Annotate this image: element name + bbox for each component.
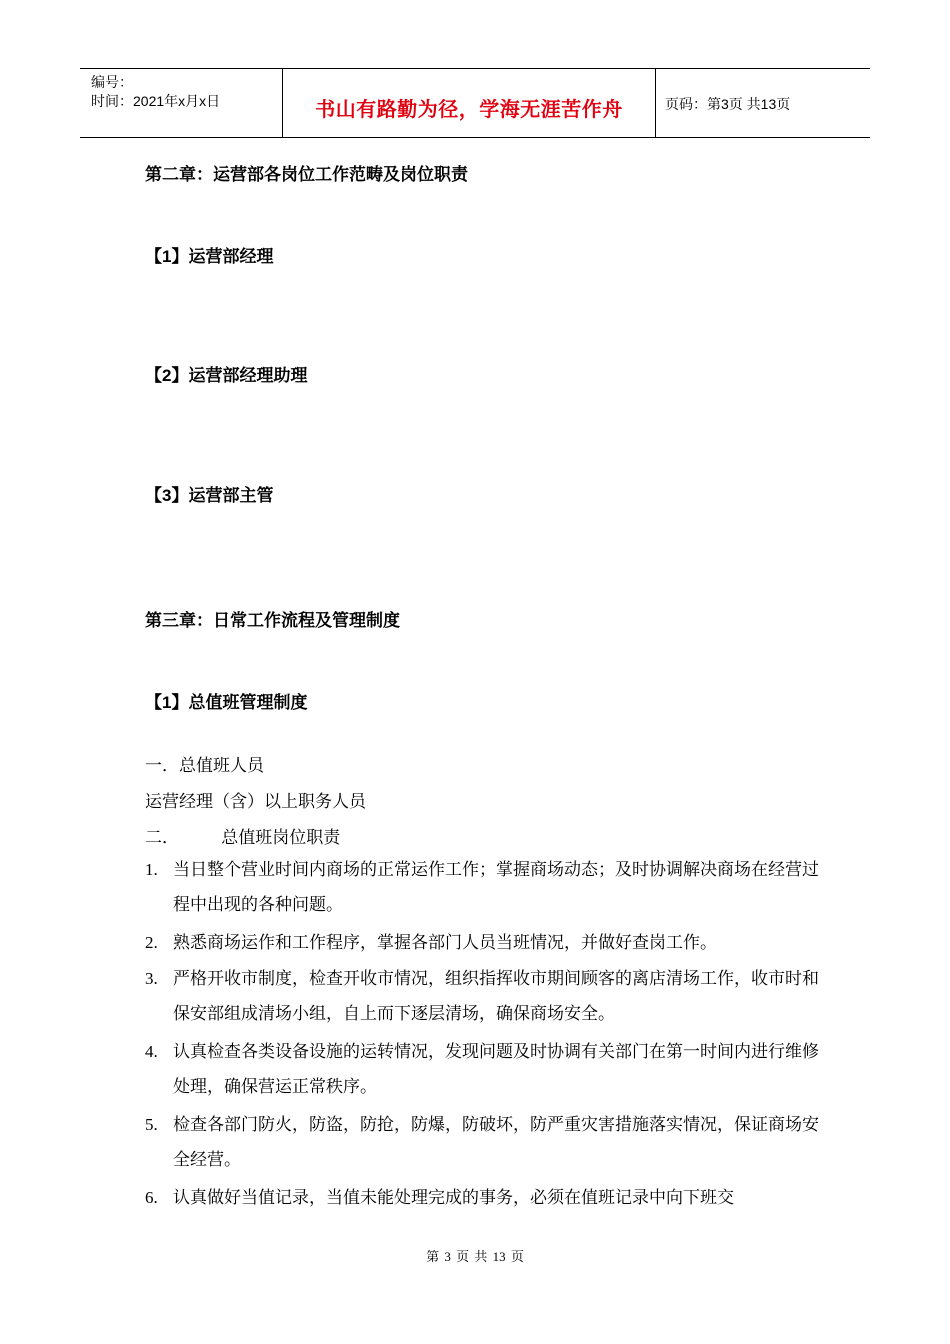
header-motto: 书山有路勤为径，学海无涯苦作舟 xyxy=(315,99,623,121)
subsection-1-title: 一．总值班人员 xyxy=(145,756,264,775)
subsection-2-title: 总值班岗位职责 xyxy=(221,828,341,847)
header-right-cell xyxy=(656,69,870,137)
list-item xyxy=(145,961,825,1031)
list-item xyxy=(145,1180,825,1215)
chapter-2-title: 第二章：运营部各岗位工作范畴及岗位职责 xyxy=(145,165,468,184)
section-duty-management: 【1】总值班管理制度 xyxy=(145,693,308,712)
list-item-number: 6. xyxy=(145,1188,158,1207)
document-date: 时间：2021年x月x日 xyxy=(91,93,221,109)
list-item-text: 熟悉商场运作和工作程序，掌握各部门人员当班情况，并做好查岗工作。 xyxy=(173,933,717,952)
list-item-number: 2. xyxy=(145,933,158,952)
subsection-2-heading xyxy=(145,823,340,848)
chapter-3-title: 第三章：日常工作流程及管理制度 xyxy=(145,611,400,630)
section-operations-manager-assistant: 【2】运营部经理助理 xyxy=(145,366,308,385)
list-item-text: 认真检查各类设备设施的运转情况，发现问题及时协调有关部门在第一时间内进行维修处理，确保营运正常秩序。 xyxy=(173,1042,819,1096)
section-operations-supervisor: 【3】运营部主管 xyxy=(145,486,274,505)
list-item-text: 检查各部门防火，防盗，防抢，防爆，防破坏，防严重灾害措施落实情况，保证商场安全经营。 xyxy=(173,1115,819,1169)
page-header xyxy=(80,68,870,138)
list-item xyxy=(145,852,825,922)
list-item-text: 当日整个营业时间内商场的正常运作工作；掌握商场动态；及时协调解决商场在经营过程中出现的各种问题。 xyxy=(173,860,819,914)
subsection-1-text: 运营经理（含）以上职务人员 xyxy=(145,792,366,811)
section-operations-manager: 【1】运营部经理 xyxy=(145,247,274,266)
list-item xyxy=(145,1034,825,1104)
header-middle-cell xyxy=(283,69,656,137)
list-item-number: 4. xyxy=(145,1042,158,1061)
header-left-cell xyxy=(80,69,283,137)
subsection-2-number: 二． xyxy=(145,828,179,847)
list-item-number: 3. xyxy=(145,969,158,988)
list-item-text: 认真做好当值记录，当值未能处理完成的事务，必须在值班记录中向下班交 xyxy=(173,1188,734,1207)
header-page-info: 页码：第3页 共13页 xyxy=(665,96,791,112)
document-number-label: 编号： xyxy=(91,74,133,90)
page-footer: 第 3 页 共 13 页 xyxy=(426,1249,524,1264)
list-item xyxy=(145,1107,825,1177)
list-item xyxy=(145,925,825,960)
list-item-text: 严格开收市制度，检查开收市情况，组织指挥收市期间顾客的离店清场工作，收市时和保安部组成清场小组，自上而下逐层清场，确保商场安全。 xyxy=(173,969,819,1023)
list-item-number: 1. xyxy=(145,860,158,879)
list-item-number: 5. xyxy=(145,1115,158,1134)
